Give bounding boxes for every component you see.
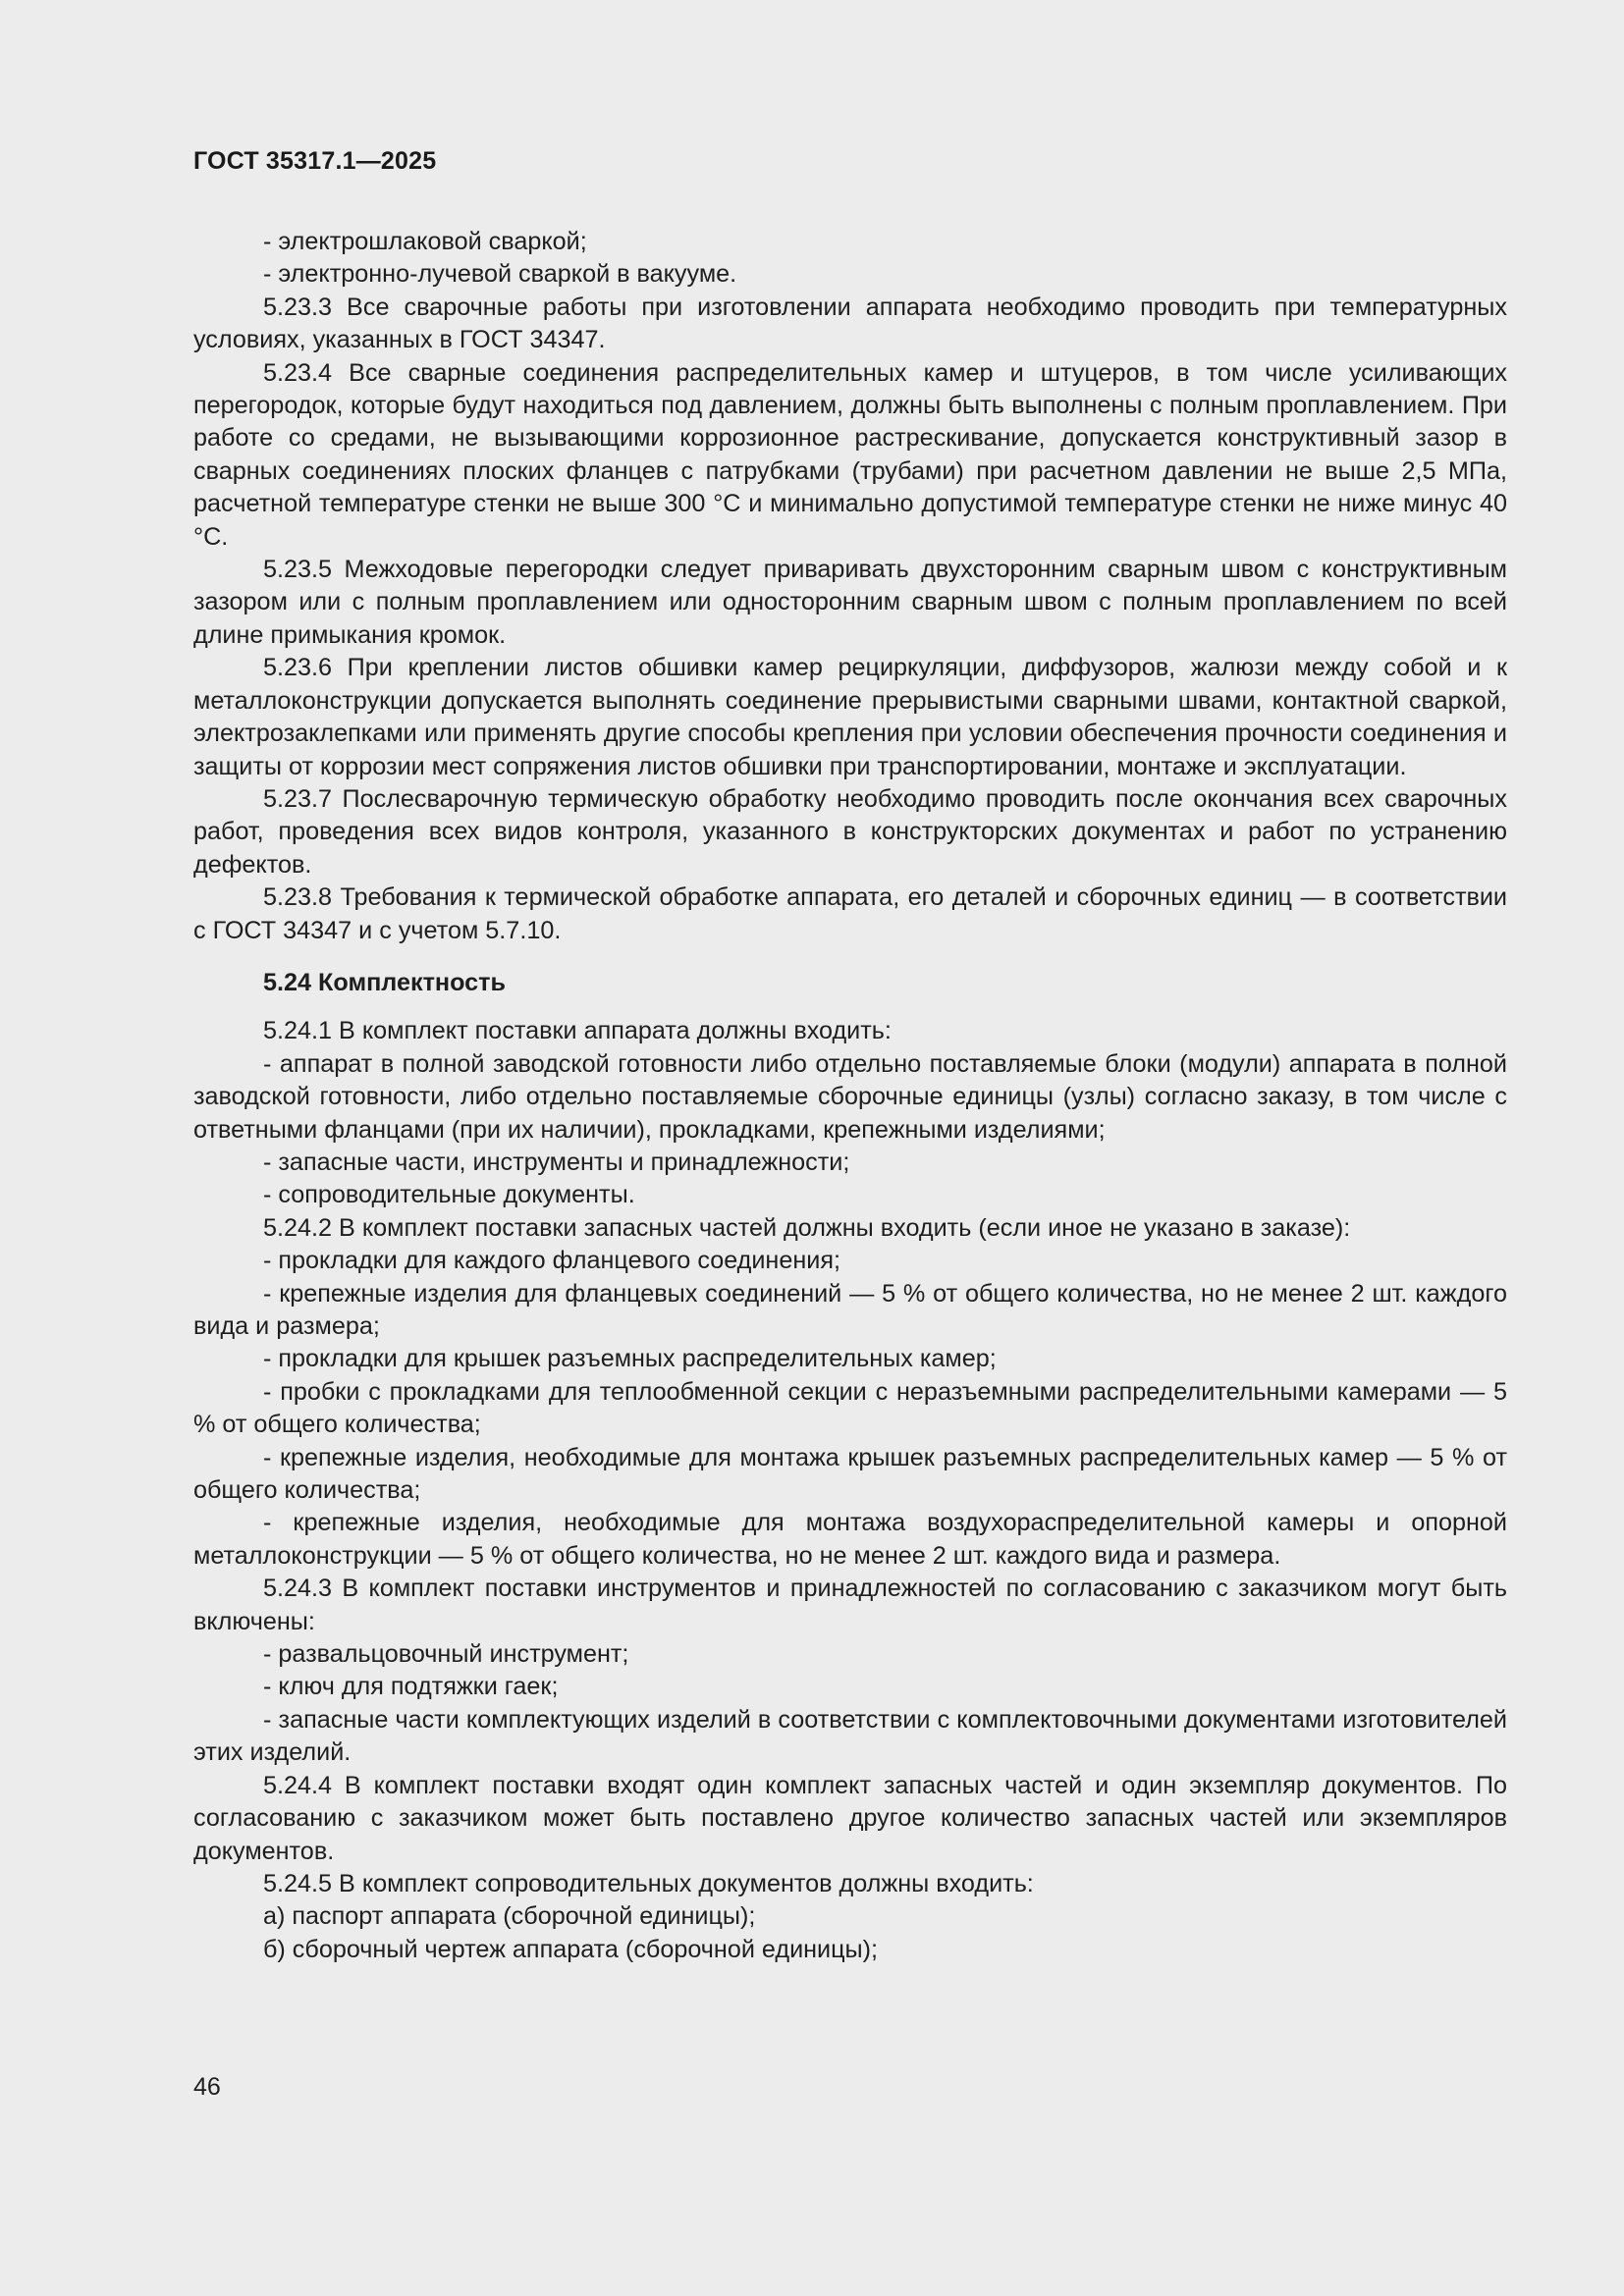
clause-5-23-5: 5.23.5 Межходовые перегородки следует приваривать двухсторонним сварным швом с конструктивным зазором или с полным проплавлением или односторонним сварным швом с полным проплавлением по всей длине примыкания кромок.	[193, 556, 1507, 649]
document-body	[193, 226, 1507, 1966]
list-item: - сопроводительные документы.	[263, 1181, 635, 1209]
clause-5-24-1: 5.24.1 В комплект поставки аппарата должны входить:	[263, 1017, 892, 1045]
list-item: б) сборочный чертеж аппарата (сборочной единицы);	[263, 1935, 879, 1963]
list-item: а) паспорт аппарата (сборочной единицы);	[263, 1902, 756, 1931]
list-item: - крепежные изделия, необходимые для монтажа воздухораспределительной камеры и опорной металлоконструкции — 5 % от общего количества, но не менее 2 шт. каждого вида и размера.	[193, 1509, 1507, 1570]
clause-5-24-3: 5.24.3 В комплект поставки инструментов и принадлежностей по согласованию с заказчиком могут быть включены:	[193, 1575, 1507, 1635]
list-item: - запасные части, инструменты и принадлежности;	[263, 1148, 850, 1176]
list-item: - крепежные изделия, необходимые для монтажа крышек разъемных распределительных камер — 5 % от общего количества;	[193, 1443, 1507, 1505]
document-number-header: ГОСТ 35317.1—2025	[193, 147, 437, 175]
list-item: - крепежные изделия для фланцевых соединений — 5 % от общего количества, но не менее 2 шт. каждого вида и размера;	[193, 1279, 1507, 1340]
list-item: - развальцовочный инструмент;	[263, 1640, 629, 1669]
list-item: - прокладки для крышек разъемных распределительных камер;	[263, 1345, 997, 1373]
clause-5-23-3: 5.23.3 Все сварочные работы при изготовлении аппарата необходимо проводить при температурных условиях, указанных в ГОСТ 34347.	[193, 293, 1507, 354]
clause-5-23-4: 5.23.4 Все сварные соединения распределительных камер и штуцеров, в том числе усиливающих перегородок, которые будут находиться под давлением, должны быть выполнены с полным проплавлением. При работе со средами, не вызывающими коррозионное растрескивание, допускается конструктивный зазор в сварных соединениях плоских фланцев с патрубками (трубами) при расчетном давлении не выше 2,5 МПа, расчетной температуре стенки не выше 300 °С и минимально допустимой температуре стенки не ниже минус 40 °С.	[193, 358, 1507, 551]
list-item: - ключ для подтяжки гаек;	[263, 1673, 559, 1701]
list-item: - прокладки для каждого фланцевого соединения;	[263, 1247, 840, 1275]
clause-5-24-5: 5.24.5 В комплект сопроводительных документов должны входить:	[263, 1869, 1034, 1897]
page-number: 46	[193, 2073, 221, 2101]
list-item: - электрошлаковой сваркой;	[263, 228, 587, 255]
clause-5-23-7: 5.23.7 Послесварочную термическую обработку необходимо проводить после окончания всех сварочных работ, проведения всех видов контроля, указанного в конструкторских документах и работ по устранению дефектов.	[193, 784, 1507, 879]
list-item: - запасные части комплектующих изделий в соответствии с комплектовочными документами изготовителей этих изделий.	[193, 1705, 1507, 1767]
clause-5-23-6: 5.23.6 При креплении листов обшивки камер рециркуляции, диффузоров, жалюзи между собой и к металлоконструкции допускается выполнять соединение прерывистыми сварными швами, контактной сваркой, электрозаклепками или применять другие способы крепления при условии обеспечения прочности соединения и защиты от коррозии мест сопряжения листов обшивки при транспортировании, монтаже и эксплуатации.	[193, 654, 1507, 780]
clause-5-24-4: 5.24.4 В комплект поставки входят один комплект запасных частей и один экземпляр документов. По согласованию с заказчиком может быть поставлено другое количество запасных частей или экземпляров документов.	[193, 1771, 1507, 1865]
section-heading-5-24: 5.24 Комплектность	[263, 968, 507, 996]
list-item: - пробки с прокладками для теплообменной секции с неразъемными распределительными камерами — 5 % от общего количества;	[193, 1377, 1507, 1439]
list-item: - электронно-лучевой сваркой в вакууме.	[263, 260, 737, 289]
clause-5-23-8: 5.23.8 Требования к термической обработке аппарата, его деталей и сборочных единиц — в соответствии с ГОСТ 34347 и с учетом 5.7.10.	[193, 883, 1507, 944]
list-item: - аппарат в полной заводской готовности либо отдельно поставляемые блоки (модули) аппарата в полной заводской готовности, либо отдельно поставляемые сборочные единицы (узлы) согласно заказу, в том числе с ответными фланцами (при их наличии), прокладками, крепежными изделиями;	[193, 1049, 1507, 1144]
clause-5-24-2: 5.24.2 В комплект поставки запасных частей должны входить (если иное не указано в заказе):	[263, 1213, 1351, 1242]
